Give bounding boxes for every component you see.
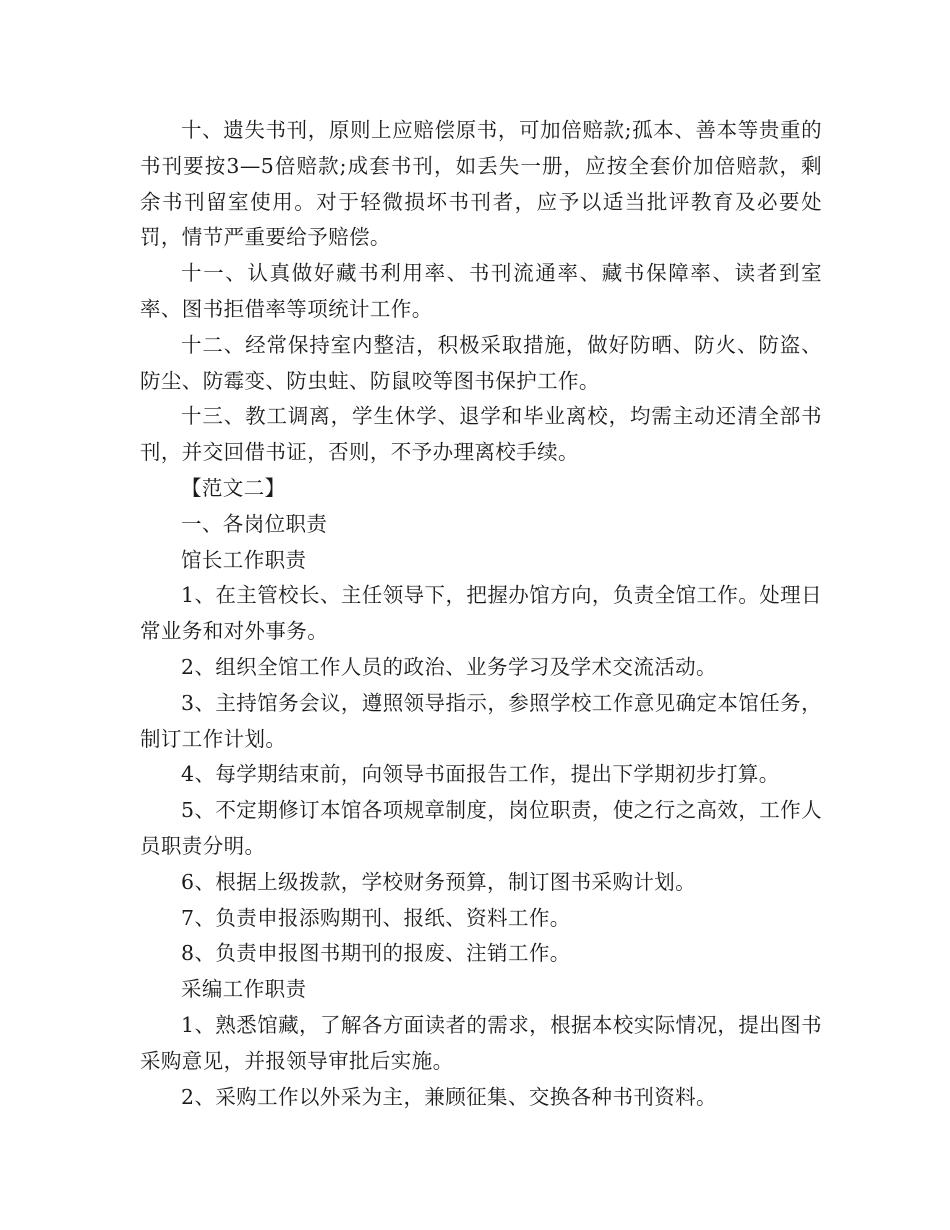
director-duty-8: 8、负责申报图书期刊的报废、注销工作。 <box>181 941 571 966</box>
paragraph-item-12: 十二、经常保持室内整洁，积极采取措施，做好防晒、防火、防盗、防尘、防霉变、防虫蛀、防鼠咬等图书保护工作。 <box>140 332 822 393</box>
director-duty-6: 6、根据上级拨款，学校财务预算，制订图书采购计划。 <box>181 869 697 894</box>
director-duty-2: 2、组织全馆工作人员的政治、业务学习及学术交流活动。 <box>181 654 717 679</box>
paragraph-item-10: 十、遗失书刊，原则上应赔偿原书，可加倍赔款;孤本、善本等贵重的书刊要按3—5倍赔款;成套书刊，如丢失一册，应按全套价加倍赔款，剩余书刊留室使用。对于轻微损坏书刊者，应予以适当批评教育及必要处罚，情节严重要给予赔偿。 <box>140 118 822 250</box>
director-duty-1: 1、在主管校长、主任领导下，把握办馆方向，负责全馆工作。处理日常业务和对外事务。 <box>140 583 822 644</box>
director-duty-4: 4、每学期结束前，向领导书面报告工作，提出下学期初步打算。 <box>181 762 780 787</box>
director-duty-7: 7、负责申报添购期刊、报纸、资料工作。 <box>181 905 571 930</box>
paragraph-item-11: 十一、认真做好藏书利用率、书刊流通率、藏书保障率、读者到室率、图书拒借率等项统计工作。 <box>140 261 822 321</box>
acquisition-duty-2: 2、采购工作以外采为主，兼顾征集、交换各种书刊资料。 <box>181 1084 717 1109</box>
paragraph-item-13: 十三、教工调离，学生休学、退学和毕业离校，均需主动还清全部书刊，并交回借书证，否则，不予办理离校手续。 <box>140 404 822 465</box>
section-heading-duties: 一、各岗位职责 <box>181 511 328 536</box>
acquisition-duty-1: 1、熟悉馆藏，了解各方面读者的需求，根据本校实际情况，提出图书采购意见，并报领导审批后实施。 <box>140 1012 822 1073</box>
document-body <box>140 113 822 1115</box>
director-duty-5: 5、不定期修订本馆各项规章制度，岗位职责，使之行之高效，工作人员职责分明。 <box>140 798 822 858</box>
director-duty-3: 3、主持馆务会议，遵照领导指示，参照学校工作意见确定本馆任务，制订工作计划。 <box>140 690 822 751</box>
section-heading-fanwen-2: 【范文二】 <box>181 475 286 500</box>
subheading-acquisition-duties: 采编工作职责 <box>181 977 307 1002</box>
subheading-director-duties: 馆长工作职责 <box>181 547 307 572</box>
